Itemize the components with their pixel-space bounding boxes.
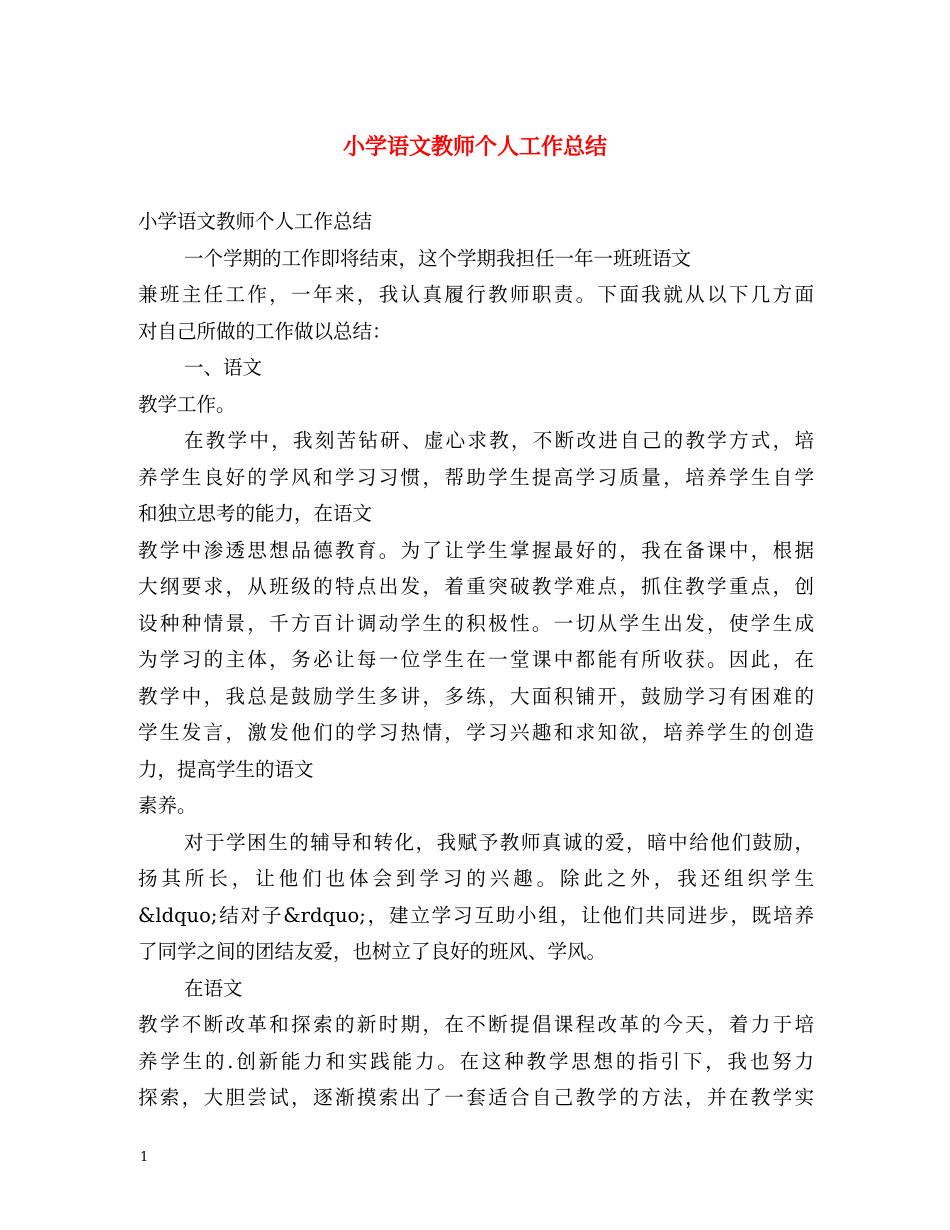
body-line: 一、语文: [184, 356, 263, 379]
body-line: 教学中，我总是鼓励学生多讲，多练，大面积铺开，鼓励学习有困难的: [138, 684, 814, 708]
body-line: 设种种情景，千方百计调动学生的积极性。一切从学生出发，使学生成: [138, 611, 814, 635]
body-line: 学生发言，激发他们的学习热情，学习兴趣和求知欲，培养学生的创造: [138, 721, 814, 744]
body-line: 扬其所长，让他们也体会到学习的兴趣。除此之外，我还组织学生: [138, 867, 814, 890]
body-line: 教学不断改革和探索的新时期，在不断提倡课程改革的今天，着力于培: [138, 1013, 814, 1036]
body-line: 了同学之间的团结友爱，也树立了良好的班风、学风。: [138, 940, 607, 963]
body-line: 和独立思考的能力，在语文: [138, 502, 373, 525]
body-line: 教学工作。: [138, 392, 236, 416]
body-line: 一个学期的工作即将结束，这个学期我担任一年一班班语文: [184, 246, 692, 270]
document-body: [138, 204, 814, 1117]
body-line: 教学中渗透思想品德教育。为了让学生掌握最好的，我在备课中，根据: [138, 538, 814, 562]
body-line: 对于学困生的辅导和转化，我赋予教师真诚的爱，暗中给他们鼓励，: [184, 830, 814, 854]
body-line: 在教学中，我刻苦钻研、虚心求教，不断改进自己的教学方式，培: [184, 429, 814, 452]
body-line: 养学生良好的学风和学习习惯，帮助学生提高学习质量，培养学生自学: [138, 465, 814, 489]
body-line: 在语文: [184, 976, 243, 1000]
document-title: 小学语文教师个人工作总结: [342, 134, 607, 160]
body-line: 兼班主任工作，一年来，我认真履行教师职责。下面我就从以下几方面: [138, 283, 814, 306]
body-line: 小学语文教师个人工作总结: [138, 210, 373, 233]
body-line: 探索，大胆尝试，逐渐摸索出了一套适合自己教学的方法，并在教学实: [138, 1086, 814, 1109]
body-line: &ldquo;结对子&rdquo;，建立学习互助小组，让他们共同进步，既培养: [138, 903, 814, 927]
body-line: 养学生的.创新能力和实践能力。在这种教学思想的指引下，我也努力: [138, 1049, 814, 1073]
body-line: 大纲要求，从班级的特点出发，着重突破教学难点，抓住教学重点，创: [138, 575, 814, 598]
page-number: 1: [140, 1150, 149, 1165]
body-line: 力，提高学生的语文: [138, 757, 314, 781]
body-line: 对自己所做的工作做以总结：: [138, 319, 392, 343]
body-line: 为学习的主体，务必让每一位学生在一堂课中都能有所收获。因此，在: [138, 648, 814, 671]
body-line: 素养。: [138, 794, 197, 817]
